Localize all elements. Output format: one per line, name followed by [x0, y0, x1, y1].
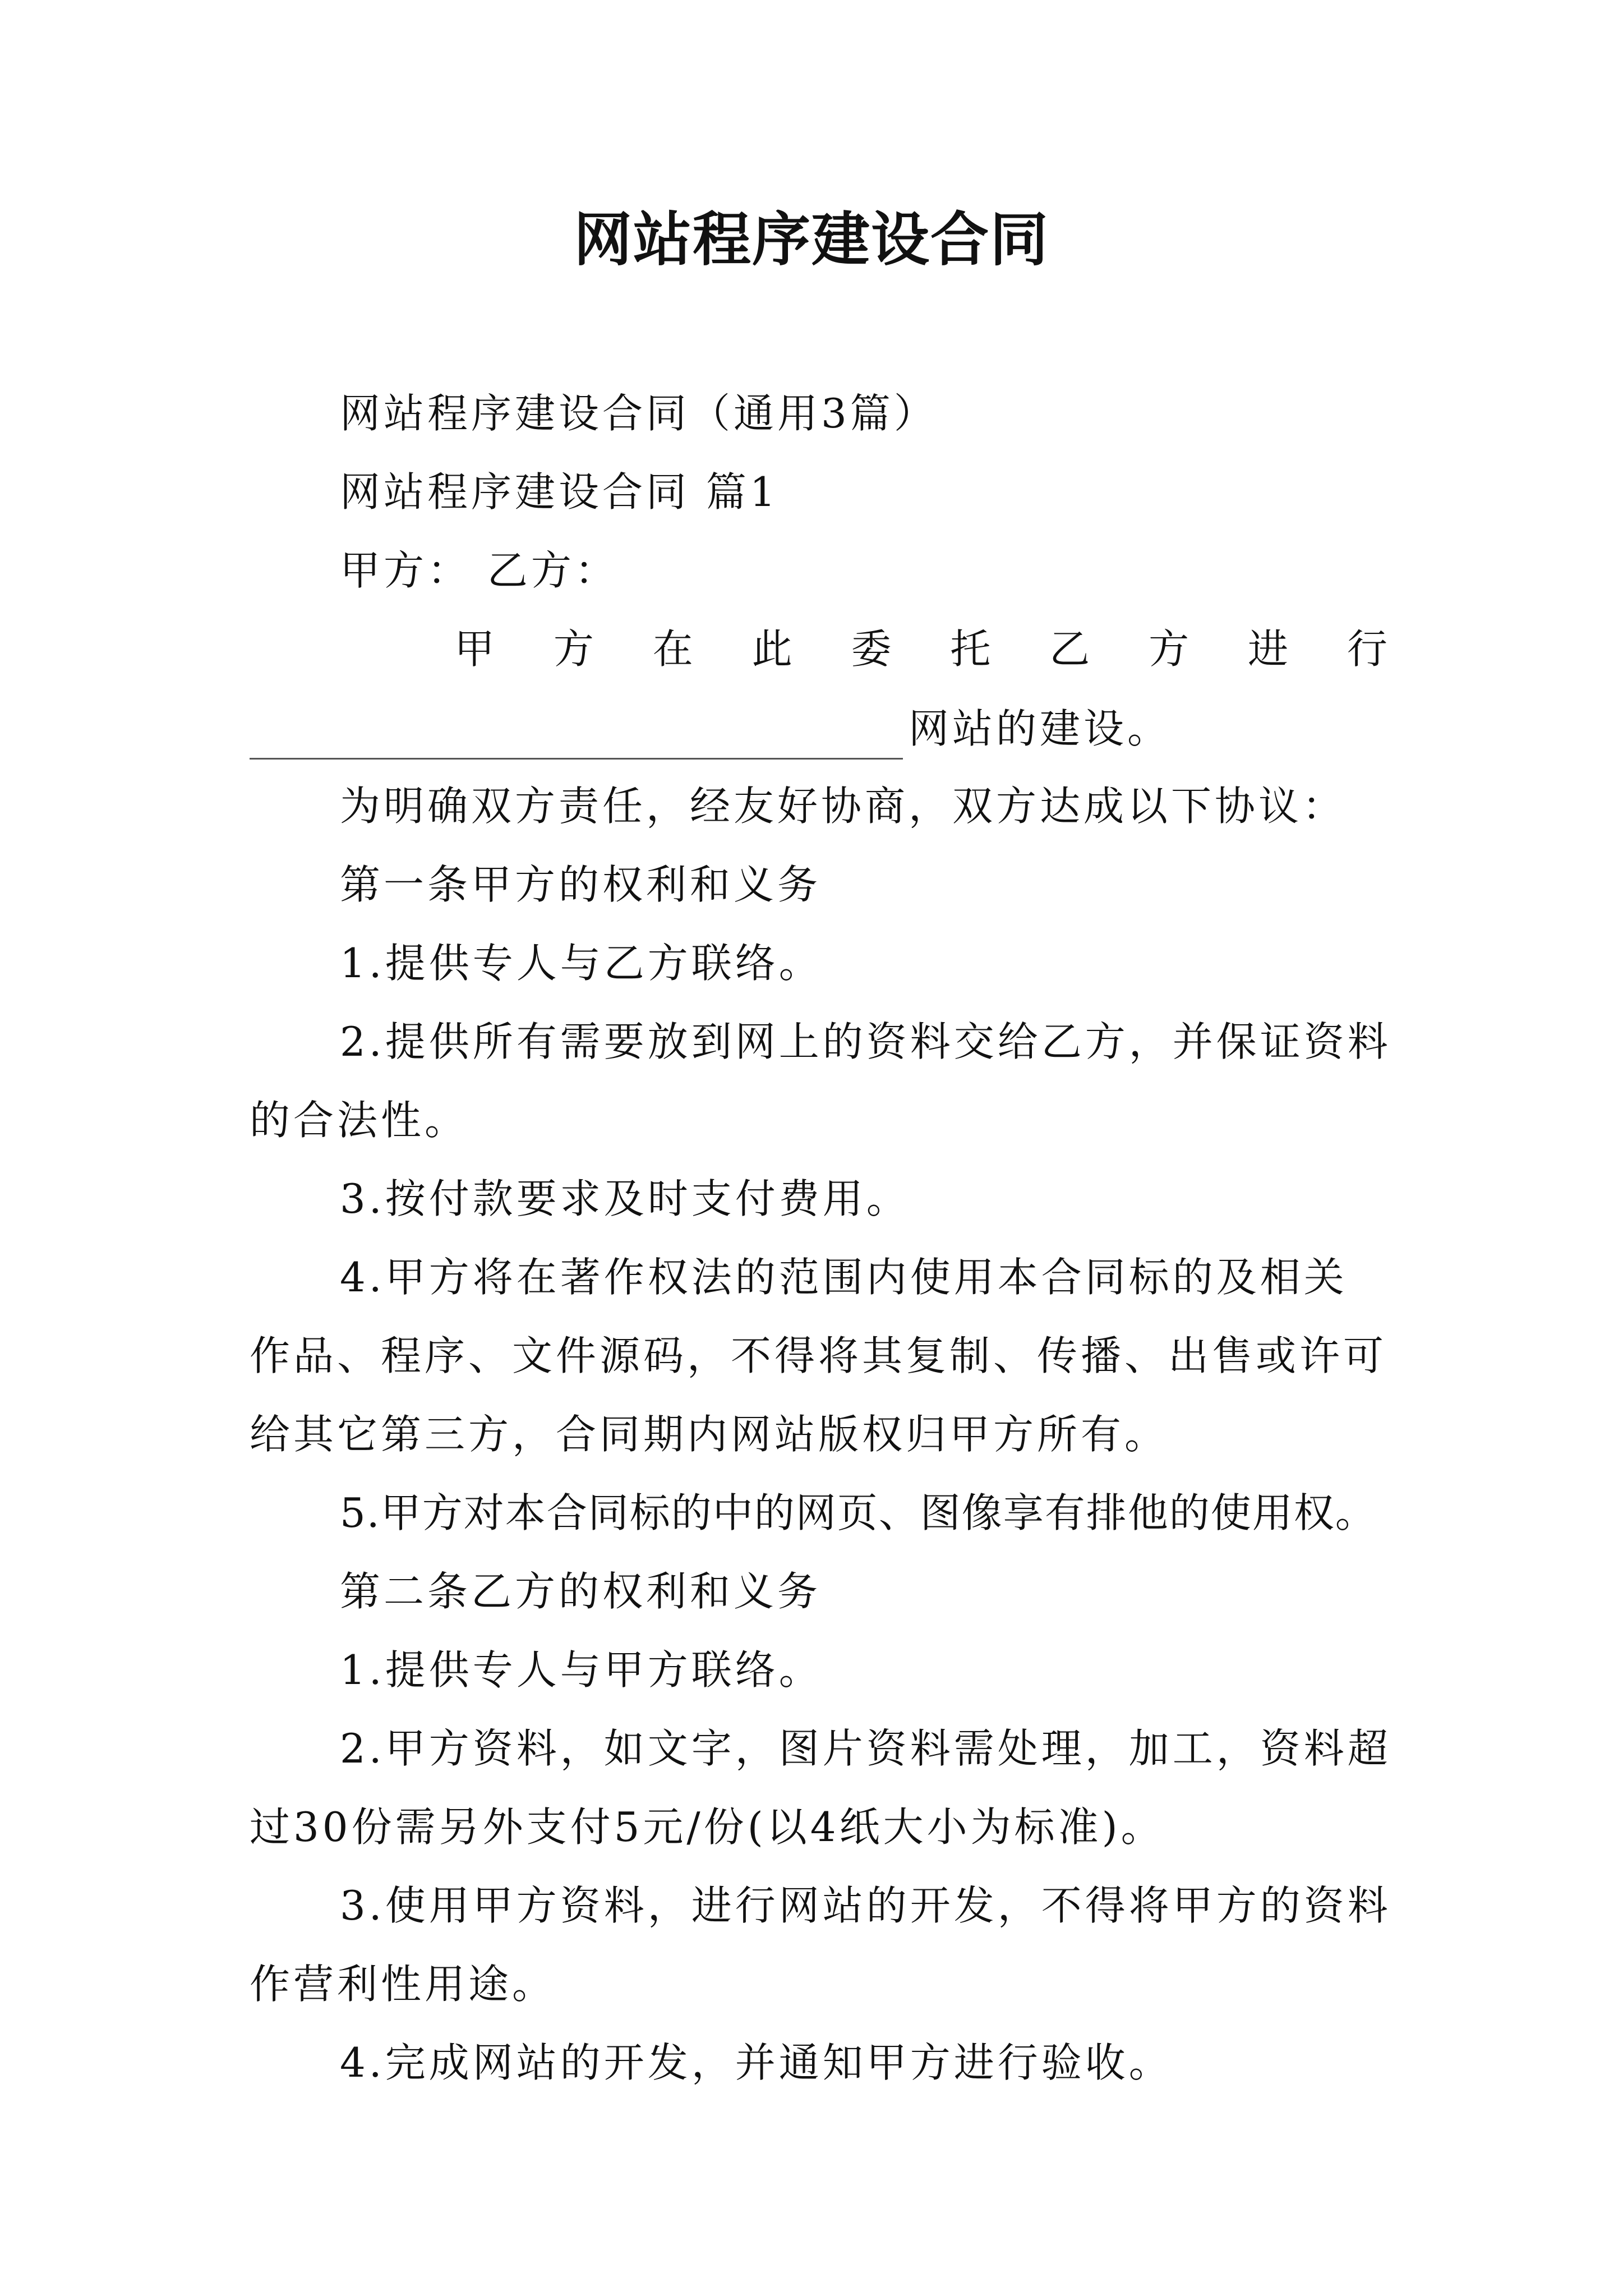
- article-1-item-2-line-1: 2.提供所有需要放到网上的资料交给乙方，并保证资料: [340, 1018, 1391, 1065]
- article-2-item-3-line-2: 作营利性用途。: [250, 1961, 556, 2008]
- entrust-blank-row: [250, 698, 1171, 760]
- entrust-char: 托: [950, 625, 994, 673]
- subtitle: 网站程序建设合同（通用3篇）: [340, 390, 938, 437]
- entrust-char: 进: [1248, 625, 1292, 673]
- article-1-item-4-line-2: 作品、程序、文件源码，不得将其复制、传播、出售或许可: [250, 1332, 1387, 1379]
- article-1-item-4-line-3: 给其它第三方，合同期内网站版权归甲方所有。: [250, 1411, 1169, 1458]
- entrust-tail: 网站的建设。: [909, 705, 1172, 752]
- article-2-item-2-line-1: 2.甲方资料，如文字，图片资料需处理，加工，资料超: [340, 1725, 1391, 1772]
- article-1-item-5: 5.甲方对本合同标的中的网页、图像享有排他的使用权。: [340, 1489, 1377, 1536]
- article-2-heading: 第二条乙方的权利和义务: [340, 1568, 822, 1615]
- entrust-char: 乙: [1049, 625, 1094, 673]
- fill-in-blank: [250, 713, 903, 760]
- article-1-item-2-line-2: 的合法性。: [250, 1097, 469, 1144]
- entrust-char: 此: [751, 625, 796, 673]
- article-2-item-4: 4.完成网站的开发，并通知甲方进行验收。: [340, 2039, 1173, 2086]
- document-title: 网站程序建设合同: [573, 205, 1049, 274]
- article-1-item-4-line-1: 4.甲方将在著作权法的范围内使用本合同标的及相关: [340, 1254, 1348, 1301]
- entrust-char: 行: [1347, 625, 1391, 673]
- entrust-char: 委: [851, 625, 895, 673]
- entrust-char: 方: [1149, 625, 1193, 673]
- entrust-char: 方: [553, 625, 597, 673]
- article-1-heading: 第一条甲方的权利和义务: [340, 861, 822, 908]
- intro-text: 为明确双方责任，经友好协商，双方达成以下协议：: [340, 783, 1347, 830]
- entrust-char: 甲: [454, 625, 499, 673]
- article-1-item-3: 3.按付款要求及时支付费用。: [340, 1175, 910, 1222]
- article-2-item-1: 1.提供专人与甲方联络。: [340, 1646, 823, 1694]
- parties-line: 甲方： 乙方：: [340, 547, 619, 594]
- article-2-item-2-line-2: 过30份需另外支付5元/份(以4纸大小为标准)。: [250, 1803, 1165, 1851]
- entrust-line: [454, 618, 1391, 680]
- entrust-char: 在: [652, 625, 697, 673]
- article-1-item-1: 1.提供专人与乙方联络。: [340, 940, 823, 987]
- part-heading: 网站程序建设合同 篇1: [340, 468, 779, 516]
- article-2-item-3-line-1: 3.使用甲方资料，进行网站的开发，不得将甲方的资料: [340, 1882, 1391, 1929]
